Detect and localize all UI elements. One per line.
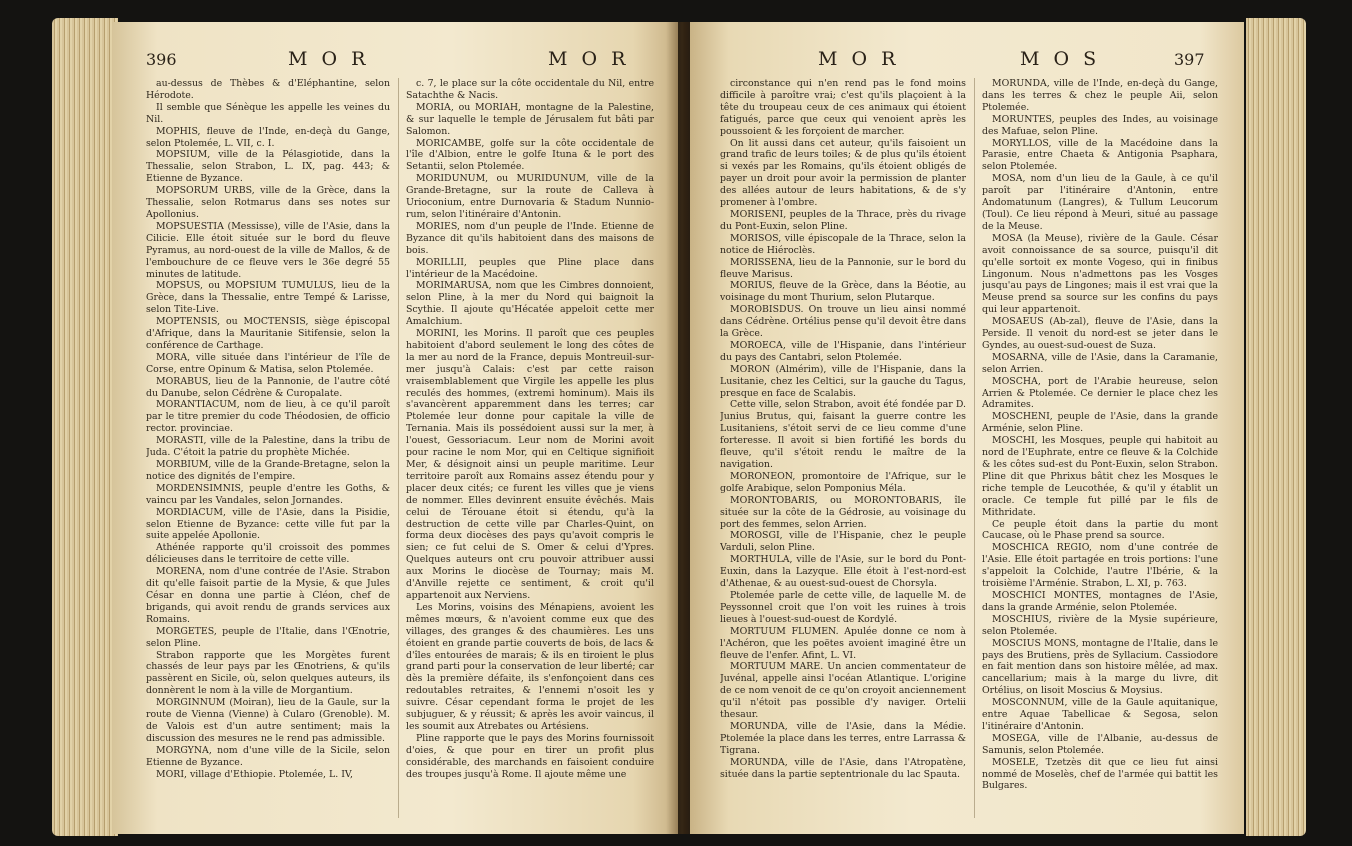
entry-paragraph: Il semble que Sénèque les appelle les veines du Nil. bbox=[146, 101, 390, 125]
entry-paragraph: MORILLII, peuples que Pline place dans l'intérieur de la Macédoine. bbox=[406, 256, 654, 280]
entry-paragraph: Ce peuple étoit dans la partie du mont Caucase, où le Phase prend sa source. bbox=[982, 518, 1218, 542]
entry-paragraph: MORI, village d'Ethiopie. Ptolemée, L. IV, bbox=[156, 768, 354, 780]
entry-paragraph: MOSA, nom d'un lieu de la Gaule, à ce qu'il paroît par l'itinéraire d'Antonin, entre Andomatunum (Langres), & Tullum Leucorum (Toul). Ce lieu répond à Meuri, situé au passage de la Meuse. bbox=[982, 173, 1218, 232]
entry-paragraph: MORENA, nom d'une contrée de l'Asie. Strabon dit qu'elle faisoit partie de la Mysie, & que Jules César en donna une partie à Cléon, chef de brigands, qui avoit rendu de grands services aux Romains. bbox=[146, 566, 390, 625]
entry-paragraph: MORA, ville située dans l'intérieur de l'île de Corse, entre Opinum & Matisa, selon Ptolemée. bbox=[146, 351, 390, 375]
entry-paragraph: MOSCONNUM, ville de la Gaule aquitanique, entre Aquae Tabellicae & Segosa, selon l'itinéraire d'Antonin. bbox=[982, 697, 1218, 732]
entry-paragraph: circonstance qui n'en rend pas le fond moins difficile à paroître vrai; c'est qu'ils plaçoient à la tête du troupeau ceux de ces animaux qui étoient fatigués, parce que ceux qui venoient après les poussoient & les forçoient de marcher. bbox=[720, 78, 966, 137]
entry-paragraph: MOSCHA, port de l'Arabie heureuse, selon Arrien & Ptolemée. Ce dernier le place chez les Adramites. bbox=[982, 375, 1218, 411]
entry-paragraph: MOPSUESTIA (Messisse), ville de l'Asie, dans la Cilicie. Elle étoit située sur le bord du fleuve Pyramus, au nord-ouest de la ville de Mallos, & de l'embouchure de ce fleuve vers le 36e degré 55 minutes de latitude. bbox=[146, 220, 390, 280]
running-head: M O S bbox=[1020, 48, 1101, 70]
page-number: 397 bbox=[1174, 50, 1205, 69]
entry-paragraph: MOSCHICA REGIO, nom d'une contrée de l'Asie. Elle étoit partagée en trois portions: l'une s'appeloit la Colchide, l'autre l'Ibérie, & la troisième l'Arménie. Strabon, L. XI, p. 763. bbox=[982, 542, 1218, 590]
entry-paragraph: MORUNDA, ville de l'Inde, en-deçà du Gange, dans les terres & chez le peuple Aii, selon Ptolemée. bbox=[982, 78, 1218, 113]
entry-paragraph: MOPTENSIS, ou MOCTENSIS, siège épiscopal d'Afrique, dans la Mauritanie Sitifensie, selon la conférence de Carthage. bbox=[146, 316, 390, 351]
entry-paragraph: MORTUUM MARE. Un ancien commentateur de Juvénal, appelle ainsi l'océan Atlantique. L'origine de ce nom venoit de ce qu'on croyoit anciennement qu'il n'étoit pas possible d'y naviger. Ortelii thesaur. bbox=[720, 661, 966, 721]
entry-paragraph: Cette ville, selon Strabon, avoit été fondée par D. Junius Brutus, qui, faisant la guerre contre les Lusitaniens, s'étoit servi de ce lieu comme d'une forteresse. Il avoit si bien fortifié les bords du fleuve, qu'il s'étoit rendu le maître de la navigation. bbox=[720, 399, 966, 470]
entry-paragraph: On lit aussi dans cet auteur, qu'ils faisoient un grand trafic de leurs toiles; & de plus qu'ils étoient si vexés par les Romains, qu'ils étoient obligés de payer un droit pour avoir la permission de planter des allées autour de leurs habitations, & de s'y promener à l'ombre. bbox=[720, 137, 966, 209]
text-column-1 bbox=[720, 78, 966, 830]
entry-paragraph: MORDENSIMNIS, peuple d'entre les Goths, & vaincu par les Vandales, selon Jornandes. bbox=[146, 482, 390, 506]
entry-paragraph: MORDIACUM, ville de l'Asie, dans la Pisidie, selon Etienne de Byzance: cette ville fut par la suite appelée Apollonie. bbox=[146, 506, 390, 542]
entry-paragraph: MORUNDA, ville de l'Asie, dans l'Atropatène, située dans la partie septentrionale du lac Spauta. bbox=[720, 756, 966, 780]
text-column-2 bbox=[982, 78, 1218, 830]
entry-paragraph: MOSCHENI, peuple de l'Asie, dans la grande Arménie, selon Pline. bbox=[982, 411, 1218, 435]
entry-paragraph: MORABUS, lieu de la Pannonie, de l'autre côté du Danube, selon Cédrène & Curopalate. bbox=[146, 375, 390, 399]
entry-paragraph: MORTUUM FLUMEN. Apulée donne ce nom à l'Achéron, que les poëtes avoient imaginé être un fleuve de l'enfer. Afint, L. VI. bbox=[720, 625, 966, 661]
entry-paragraph: MOSARNA, ville de l'Asie, dans la Caramanie, selon Arrien. bbox=[982, 351, 1218, 375]
entry-paragraph: MORUNTES, peuples des Indes, au voisinage des Mafuae, selon Pline. bbox=[982, 113, 1218, 137]
entry-paragraph: MORISENI, peuples de la Thrace, près du rivage du Pont-Euxin, selon Pline. bbox=[720, 208, 966, 232]
entry-paragraph: Strabon rapporte que les Morgètes furent chassés de leur pays par les Œnotriens, & qu'ils passèrent en Sicile, où, selon quelques auteurs, ils donnèrent le nom à la ville de Morgantium. bbox=[146, 649, 390, 697]
entry-paragraph: MOSAEUS (Ab-zal), fleuve de l'Asie, dans la Perside. Il venoit du nord-est se jeter dans le Gyndes, au ouest-sud-ouest de Suza. bbox=[982, 316, 1218, 351]
left-page bbox=[112, 22, 678, 834]
running-head: M O R bbox=[288, 48, 370, 70]
entry-paragraph: MORON (Almérim), ville de l'Hispanie, dans la Lusitanie, chez les Celtici, sur la gauche du Tagus, presque en face de Scalabis. bbox=[720, 363, 966, 399]
right-page-edges bbox=[1246, 18, 1306, 836]
entry-paragraph: MORIMARUSA, nom que les Cimbres donnoient, selon Pline, à la mer du Nord qui baignoit la Scythie. Il ajoute qu'Hécatée appeloit cette mer Amalchium. bbox=[406, 280, 654, 328]
entry-paragraph: Athénée rapporte qu'il croissoit des pommes délicieuses dans le territoire de cette ville. bbox=[146, 542, 390, 566]
entry-paragraph: MOSCHI, les Mosques, peuple qui habitoit au nord de l'Euphrate, entre ce fleuve & la Colchide & les côtes sud-est du Pont-Euxin, selon Strabon. Pline dit que Phrixus bâtit chez les Mosques le riche temple de Leucothée, & qu'il y établit un oracle. Ce temple fut pillé par le fils de Mithridate. bbox=[982, 435, 1218, 518]
column-rule bbox=[398, 78, 399, 818]
entry-paragraph: MOPSUS, ou MOPSIUM TUMULUS, lieu de la Grèce, dans la Thessalie, entre Tempé & Larisse, selon Tite-Live. bbox=[146, 280, 390, 316]
entry-paragraph: MORGINNUM (Moiran), lieu de la Gaule, sur la route de Vienna (Vienne) à Cularo (Grenoble). M. de Valois est d'un autre sentiment; mais la discussion des mesures ne le rend pas admissible. bbox=[146, 697, 390, 744]
text-column-1 bbox=[146, 78, 390, 830]
entry-paragraph: MORANTIACUM, nom de lieu, à ce qu'il paroît par le titre premier du code Théodosien, de officio rector. provinciae. bbox=[146, 399, 390, 435]
entry-paragraph: MORYLLOS, ville de la Macédoine dans la Parasie, entre Chaeta & Antigonia Psaphara, selon Ptolemée. bbox=[982, 137, 1218, 173]
entry-paragraph: au-dessus de Thèbes & d'Eléphantine, selon Hérodote. bbox=[146, 78, 390, 101]
entry-paragraph: MOPSORUM URBS, ville de la Grèce, dans la Thessalie, selon Rotmarus dans ses notes sur Apollonius. bbox=[146, 185, 390, 220]
entry-paragraph: c. 7, le place sur la côte occidentale du Nil, entre Satachthe & Nacis. bbox=[406, 78, 654, 101]
entry-paragraph: MOSCHICI MONTES, montagnes de l'Asie, dans la grande Arménie, selon Ptolemée. bbox=[982, 589, 1218, 613]
entry-paragraph: MOPSIUM, ville de la Pélasgiotide, dans la Thessalie, selon Strabon, L. IX, pag. 443; & Etienne de Byzance. bbox=[146, 149, 390, 185]
running-head: M O R bbox=[548, 48, 630, 70]
entry-paragraph: MOROSGI, ville de l'Hispanie, chez le peuple Varduli, selon Pline. bbox=[720, 530, 966, 554]
entry-paragraph: MOSEGA, ville de l'Albanie, au-dessus de Samunis, selon Ptolemée. bbox=[982, 732, 1218, 756]
entry-paragraph: MORINI, les Morins. Il paroît que ces peuples habitoient d'abord seulement le long des côtes de la mer au nord de la France, depuis Montreuil-sur-mer jusqu'à Calais: c'est par cette raison vraisemblablement que Virgile les appelle les plus reculés des hommes, (extremi hominum). Mais ils s'avancèrent apparemment dans les terres; car Ptolemée leur donne pour capitale la ville de Ternania. Mais ils possédoient aussi sur la mer, à l'ouest, Gessoriacum. Leur nom de Morini avoit pour racine le nom Mor, qui en Celtique signifioit Mer, & désignoit ainsi un peuple maritime. Leur territoire paroît aux Romains assez étendu pour y placer deux cités; ce furent les villes que je viens de nommer. Elles devinrent ensuite évêchés. Mais celui de Térouane étoit si étendu, qu'à la destruction de cette ville par Charles-Quint, on forma deux diocèses des pays qu'avoit compris le sien; ce fut celui de S. Omer & celui d'Ypres. Quelques auteurs ont cru pouvoir attribuer aussi aux Morins le diocèse de Tournay; mais M. d'Anville rejette ce sentiment, & croit qu'il appartenoit aux Nerviens. bbox=[406, 328, 654, 601]
entry-paragraph: MORIDUNUM, ou MURIDUNUM, ville de la Grande-Bretagne, sur la route de Calleva à Urioconium, entre Durnovaria & Stadum Nunnio-rum, selon l'itinéraire d'Antonin. bbox=[406, 173, 654, 220]
entry-paragraph: MOPHIS, fleuve de l'Inde, en-deçà du Gange, selon Ptolemée, L. VII, c. I. bbox=[146, 125, 390, 149]
entry-paragraph: MORGYNA, nom d'une ville de la Sicile, selon Etienne de Byzance. bbox=[146, 744, 390, 768]
entry-paragraph: MORIES, nom d'un peuple de l'Inde. Etienne de Byzance dit qu'ils habitoient dans des maisons de bois. bbox=[406, 220, 654, 256]
entry-paragraph: MORICAMBE, golfe sur la côte occidentale de l'île d'Albion, entre le golfe Ituna & le port des Setantii, selon Ptolemée. bbox=[406, 137, 654, 173]
entry-paragraph: MOROBISDUS. On trouve un lieu ainsi nommé dans Cédrène. Ortélius pense qu'il devoit être dans la Grèce. bbox=[720, 304, 966, 340]
entry-paragraph: MORIUS, fleuve de la Grèce, dans la Béotie, au voisinage du mont Thurium, selon Plutarque. bbox=[720, 280, 966, 304]
entry-paragraph: MORTHULA, ville de l'Asie, sur le bord du Pont-Euxin, dans la Lazyque. Elle étoit à l'est-nord-est d'Athenae, & au ouest-sud-ouest de Chorsyla. bbox=[720, 554, 966, 590]
entry-paragraph: MOSELE, Tzetzès dit que ce lieu fut ainsi nommé de Moselès, chef de l'armée qui battit les Bulgares. bbox=[982, 756, 1218, 792]
entry-paragraph: MOSCHIUS, rivière de la Mysie supérieure, selon Ptolemée. bbox=[982, 613, 1218, 637]
page-number: 396 bbox=[146, 50, 177, 69]
running-head: M O R bbox=[818, 48, 900, 70]
entry-paragraph: Les Morins, voisins des Ménapiens, avoient les mêmes mœurs, & n'avoient comme eux que des villages, des granges & des chaumières. Les uns étoient en grande partie couverts de bois, de lacs & d'îles entourées de marais; & ils en tiroient le plus grand parti pour la conservation de leur liberté; car dès la première défaite, ils s'enfonçoient dans ces redoutables retraites, & l'ennemi n'osoit les y suivre. César cependant forma le projet de les subjuguer, & y réussit; & après les avoir vaincus, il les soumit aux Atrebates ou Artésiens. bbox=[406, 601, 654, 732]
entry-paragraph: Ptolemée parle de cette ville, de laquelle M. de Peyssonnel croit que l'on voit les ruines à trois lieues à l'ouest-sud-ouest de Kordylé. bbox=[720, 589, 966, 625]
text-column-2 bbox=[406, 78, 654, 830]
entry-paragraph: MOROECA, ville de l'Hispanie, dans l'intérieur du pays des Cantabri, selon Ptolemée. bbox=[720, 339, 966, 363]
entry-paragraph: MORONEON, promontoire de l'Afrique, sur le golfe Arabique, selon Pomponius Méla. bbox=[720, 470, 966, 494]
column-rule bbox=[974, 78, 975, 818]
left-page-edges bbox=[52, 18, 118, 836]
entry-paragraph: MOSA (la Meuse), rivière de la Gaule. César avoit connoissance de sa source, puisqu'il dit qu'elle sortoit ex monte Vogeso, qui in finibus Lingonum. Nous n'admettons pas les Vosges jusqu'au pays de Lingones; mais il est vrai que la Meuse prend sa source sur les confins du pays qui leur appartenoit. bbox=[982, 232, 1218, 316]
entry-paragraph: MORBIUM, ville de la Grande-Bretagne, selon la notice des dignités de l'empire. bbox=[146, 459, 390, 482]
entry-paragraph: MORISOS, ville épiscopale de la Thrace, selon la notice de Hiéroclès. bbox=[720, 232, 966, 256]
entry-paragraph: Pline rapporte que le pays des Morins fournissoit d'oies, & que pour en tirer un profit plus considérable, des marchands en faisoient conduire des troupes jusqu'à Rome. Il ajoute même une bbox=[406, 732, 654, 780]
entry-paragraph: MORGETES, peuple de l'Italie, dans l'Œnotrie, selon Pline. bbox=[146, 625, 390, 649]
right-page bbox=[690, 22, 1244, 834]
entry-paragraph: MORONTOBARIS, ou MORONTOBARIS, île située sur la côte de la Gédrosie, au voisinage du port des femmes, selon Arrien. bbox=[720, 494, 966, 530]
entry-paragraph: MORUNDA, ville de l'Asie, dans la Médie. Ptolemée la place dans les terres, entre Larrassa & Tigrana. bbox=[720, 720, 966, 756]
entry-paragraph: MORISSENA, lieu de la Pannonie, sur le bord du fleuve Marisus. bbox=[720, 256, 966, 280]
entry-paragraph: MORASTI, ville de la Palestine, dans la tribu de Juda. C'étoit la patrie du prophète Michée. bbox=[146, 435, 390, 459]
entry-paragraph: MORIA, ou MORIAH, montagne de la Palestine, & sur laquelle le temple de Jérusalem fut bâti par Salomon. bbox=[406, 101, 654, 137]
entry-paragraph: MOSCIUS MONS, montagne de l'Italie, dans le pays des Brutiens, près de Syllacium. Cassiodore en fait mention dans son histoire mêlée, ad max. cancellarium; mais à la marge du livre, dit Ortélius, on lisoit Moscius & Moysius. bbox=[982, 637, 1218, 697]
